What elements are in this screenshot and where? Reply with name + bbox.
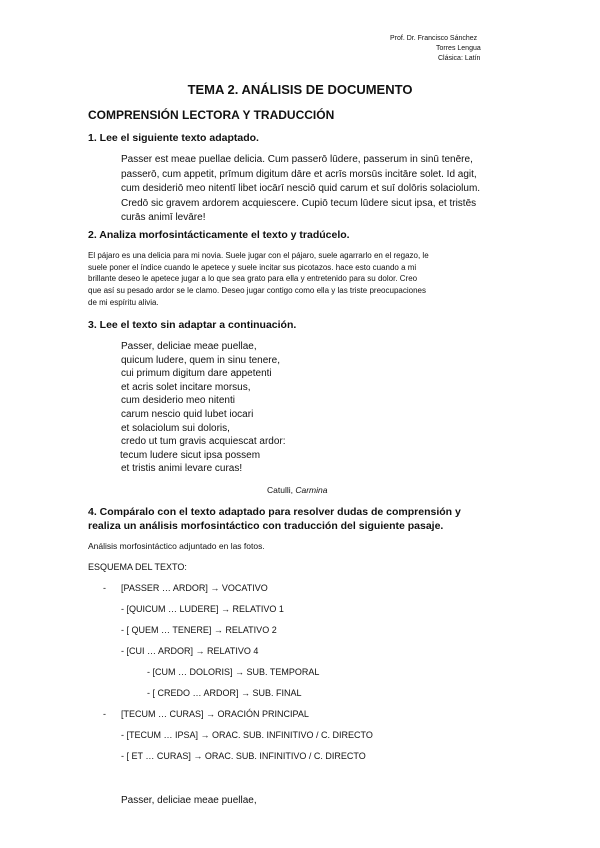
scheme-heading: ESQUEMA DEL TEXTO:: [88, 562, 187, 572]
poem-line: quicum ludere, quem in sinu tenere,: [121, 354, 280, 366]
scheme-item: - [CUI … ARDOR] → RELATIVO 4: [121, 646, 259, 656]
poem-line: carum nescio quid lubet iocari: [121, 408, 254, 420]
attribution-author: Catulli,: [267, 485, 293, 495]
q4-heading-line: 4. Compáralo con el texto adaptado para resolver dudas de comprensión y: [88, 506, 461, 518]
scheme-item: [TECUM … CURAS] → ORACIÓN PRINCIPAL: [121, 709, 309, 719]
poem-line: et acris solet incitare morsus,: [121, 381, 251, 393]
scheme-item: - [ ET … CURAS] → ORAC. SUB. INFINITIVO / C. DIRECTO: [121, 751, 366, 761]
scheme-item: - [CUM … DOLORIS] → SUB. TEMPORAL: [147, 667, 320, 677]
q1-line: cum desideriō meo nitentī libet iocārī nesciō quid carum et suī dolōris solaciolum.: [121, 183, 481, 194]
q4-note: Análisis morfosintáctico adjuntado en las fotos.: [88, 541, 265, 551]
poem-line: cui primum digitum dare appetenti: [121, 368, 272, 380]
q2-line: suele poner el índice cuando le apetece y suele incitar sus picotazos. hace esto cuando a mi: [88, 262, 417, 272]
q2-translation: [88, 250, 528, 309]
poem-line: credo ut tum gravis acquiescat ardor:: [121, 436, 286, 448]
scheme-bullet: -: [103, 583, 106, 593]
scheme-item: [PASSER … ARDOR] → VOCATIVO: [121, 583, 268, 593]
q4-heading: [88, 505, 461, 533]
poem-line: cum desiderio meo nitenti: [121, 395, 235, 407]
scheme-item: - [ CREDO … ARDOR] → SUB. FINAL: [147, 688, 302, 698]
q2-line: El pájaro es una delicia para mi novia. Suele jugar con el pájaro, suele agarrarlo en el regazo, le: [88, 251, 429, 260]
scheme-item: - [TECUM … IPSA] → ORAC. SUB. INFINITIVO / C. DIRECTO: [121, 730, 373, 740]
section-heading: COMPRENSIÓN LECTORA Y TRADUCCIÓN: [88, 108, 335, 122]
header-author: Prof. Dr. Francisco Sánchez: [390, 35, 478, 42]
q3-poem: [121, 340, 286, 476]
poem-line: tecum ludere sicut ipsa possem: [120, 449, 261, 461]
header-subject: Clásica: Latín: [438, 55, 481, 62]
poem-line: et tristis animi levare curas!: [121, 463, 243, 475]
q1-line: passerō, cum appetit, prīmum digitum dāre et acrīs morsūs incitāre solet. Id agit,: [121, 168, 477, 180]
poem-attribution: [267, 485, 327, 495]
footer-poem-line: Passer, deliciae meae puellae,: [121, 795, 257, 806]
scheme-bullet: -: [103, 709, 106, 719]
q2-line: brillante deseo le apetece jugar a lo que sea grato para ella y entretenido para su dolor. Creo: [88, 274, 418, 284]
q2-heading: 2. Analiza morfosintácticamente el texto y tradúcelo.: [88, 229, 350, 241]
q2-line: de mi espíritu alivia.: [88, 297, 159, 307]
attribution-work: Carmina: [295, 485, 328, 495]
q4-heading-line: realiza un análisis morfosintáctico con traducción del siguiente pasaje.: [88, 520, 444, 532]
q2-line: que así su pesado ardor se le clamo. Deseo jugar contigo como ella y las triste preocupaciones: [88, 286, 426, 296]
q3-heading: 3. Lee el texto sin adaptar a continuación.: [88, 319, 297, 331]
q1-heading: 1. Lee el siguiente texto adaptado.: [88, 132, 259, 144]
scheme-item: - [QUICUM … LUDERE] → RELATIVO 1: [121, 604, 284, 614]
page-title: TEMA 2. ANÁLISIS DE DOCUMENTO: [187, 82, 413, 97]
q1-line: curās animī levāre!: [121, 212, 206, 223]
poem-line: Passer, deliciae meae puellae,: [121, 341, 257, 352]
poem-line: et solaciolum sui doloris,: [121, 422, 230, 434]
q1-line: Credō sic gravem ardorem acquiescere. Cupiō tecum lūdere sicut ipsa, et tristēs: [121, 197, 477, 209]
scheme-item: - [ QUEM … TENERE] → RELATIVO 2: [121, 625, 277, 635]
header-info: [390, 34, 481, 64]
q1-line: Passer est meae puellae delicia. Cum passerō lūdere, passerum in sinū tenēre,: [121, 154, 473, 165]
q1-text: [121, 153, 521, 226]
header-author-line2: Torres Lengua: [436, 45, 481, 52]
